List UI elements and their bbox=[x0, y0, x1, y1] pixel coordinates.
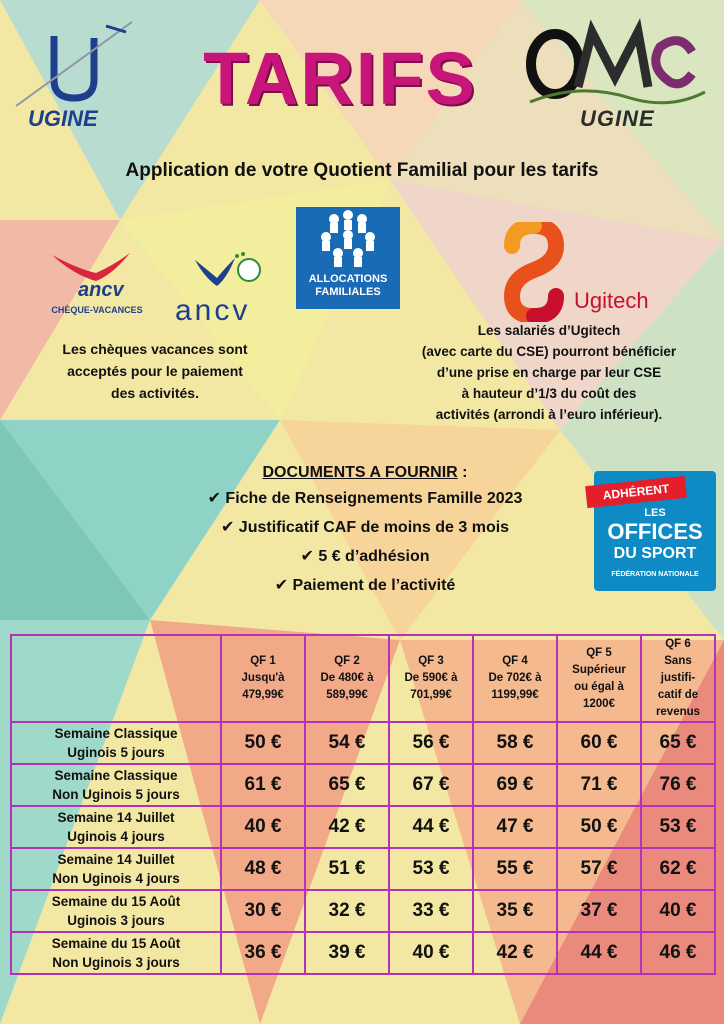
column-header-line: 701,99€ bbox=[410, 689, 452, 701]
column-header-qf4 bbox=[473, 635, 557, 722]
row-label bbox=[11, 806, 221, 848]
price-cell: 42 € bbox=[305, 806, 389, 848]
row-label bbox=[11, 890, 221, 932]
ugitech-info-line: activités (arrondi à l’euro inférieur). bbox=[435, 407, 663, 422]
row-label-line: Uginois 4 jours bbox=[67, 829, 165, 844]
table-row bbox=[11, 764, 715, 806]
column-header-line: catif de bbox=[657, 689, 699, 701]
column-header-line: ou égal à bbox=[574, 680, 624, 693]
column-header-line: 1200€ bbox=[583, 697, 615, 710]
column-header-line: 1199,99€ bbox=[491, 689, 539, 701]
price-cell: 51 € bbox=[305, 848, 389, 890]
column-header-line: Sans bbox=[664, 655, 692, 667]
document-item: ✔ 5 € d’adhésion bbox=[300, 548, 430, 565]
price-cell: 35 € bbox=[473, 890, 557, 932]
row-label bbox=[11, 722, 221, 764]
price-cell: 40 € bbox=[221, 806, 305, 848]
omc-logo bbox=[520, 12, 710, 142]
row-label bbox=[11, 848, 221, 890]
ancv-cheque-vacances-logo bbox=[38, 245, 148, 325]
ugine-logo-text: UGINE bbox=[28, 106, 98, 131]
column-header-qf1 bbox=[221, 635, 305, 722]
price-cell: 42 € bbox=[473, 932, 557, 974]
ancv-sport-brand: ancv bbox=[175, 294, 251, 327]
ugitech-info-text bbox=[380, 320, 718, 425]
price-cell: 40 € bbox=[641, 890, 715, 932]
table-corner-cell bbox=[11, 635, 221, 722]
price-cell: 39 € bbox=[305, 932, 389, 974]
price-cell: 50 € bbox=[557, 806, 641, 848]
price-cell: 37 € bbox=[557, 890, 641, 932]
ugitech-brand: Ugitech bbox=[574, 288, 649, 313]
column-header-qf3 bbox=[389, 635, 473, 722]
column-header-line: De 590€ à bbox=[404, 672, 458, 684]
price-cell: 48 € bbox=[221, 848, 305, 890]
caf-logo bbox=[296, 207, 400, 309]
document-item: ✔ Paiement de l’activité bbox=[274, 577, 456, 594]
ancv-info-line: acceptés pour le paiement bbox=[67, 363, 243, 379]
price-cell: 54 € bbox=[305, 722, 389, 764]
subtitle: Application de votre Quotient Familial pour les tarifs bbox=[125, 160, 599, 181]
ancv-brand: ancv bbox=[78, 279, 124, 301]
row-label bbox=[11, 764, 221, 806]
ancv-info-text bbox=[20, 338, 290, 404]
price-cell: 60 € bbox=[557, 722, 641, 764]
price-cell: 61 € bbox=[221, 764, 305, 806]
price-cell: 44 € bbox=[557, 932, 641, 974]
column-header-line: 589,99€ bbox=[326, 689, 368, 701]
column-header-line: revenus bbox=[655, 706, 701, 718]
column-header-line: Jusqu'à bbox=[241, 672, 285, 684]
price-cell: 40 € bbox=[389, 932, 473, 974]
column-header-line: QF 6 bbox=[665, 638, 691, 650]
table-row bbox=[11, 848, 715, 890]
row-label bbox=[11, 932, 221, 974]
page-title: TARIFS bbox=[203, 37, 477, 120]
row-label-line: Non Uginois 3 jours bbox=[52, 955, 180, 970]
price-cell: 65 € bbox=[641, 722, 715, 764]
price-cell: 47 € bbox=[473, 806, 557, 848]
table-row bbox=[11, 806, 715, 848]
row-label-line: Uginois 3 jours bbox=[67, 913, 165, 928]
column-header-line: Supérieur bbox=[572, 663, 626, 676]
omc-logo-text: UGINE bbox=[580, 106, 655, 131]
price-cell: 36 € bbox=[221, 932, 305, 974]
price-cell: 65 € bbox=[305, 764, 389, 806]
row-label-line: Uginois 5 jours bbox=[67, 745, 165, 760]
ugine-logo bbox=[14, 18, 134, 138]
price-cell: 53 € bbox=[641, 806, 715, 848]
table-row bbox=[11, 890, 715, 932]
tarifs-table bbox=[10, 634, 716, 975]
column-header-line: QF 4 bbox=[502, 655, 528, 667]
row-label-line: Non Uginois 4 jours bbox=[52, 871, 180, 886]
table-header-row bbox=[11, 635, 715, 722]
price-cell: 62 € bbox=[641, 848, 715, 890]
price-cell: 32 € bbox=[305, 890, 389, 932]
caf-line-1: ALLOCATIONS bbox=[308, 273, 388, 285]
documents-heading-text: DOCUMENTS A FOURNIR bbox=[262, 464, 458, 481]
table-row bbox=[11, 722, 715, 764]
price-cell: 56 € bbox=[389, 722, 473, 764]
documents-heading-colon: : bbox=[457, 464, 468, 481]
documents-section bbox=[120, 462, 610, 600]
document-item: ✔ Justificatif CAF de moins de 3 mois bbox=[220, 519, 510, 536]
column-header-line: QF 2 bbox=[334, 655, 360, 667]
column-header-line: QF 5 bbox=[586, 646, 612, 659]
offices-line-2: OFFICES bbox=[607, 519, 703, 544]
price-cell: 30 € bbox=[221, 890, 305, 932]
offices-du-sport-logo bbox=[594, 471, 716, 591]
ugitech-info-line: Les salariés d’Ugitech bbox=[477, 323, 621, 338]
row-label-line: Semaine 14 Juillet bbox=[57, 810, 175, 825]
price-cell: 33 € bbox=[389, 890, 473, 932]
ugitech-logo bbox=[494, 222, 664, 322]
price-cell: 69 € bbox=[473, 764, 557, 806]
offices-line-4: FÉDÉRATION NATIONALE bbox=[611, 571, 699, 578]
offices-line-1: LES bbox=[644, 507, 666, 519]
document-item: ✔ Fiche de Renseignements Famille 2023 bbox=[207, 490, 523, 507]
row-label-line: Semaine 14 Juillet bbox=[57, 852, 175, 867]
price-cell: 58 € bbox=[473, 722, 557, 764]
row-label-line: Non Uginois 5 jours bbox=[52, 787, 180, 802]
price-cell: 44 € bbox=[389, 806, 473, 848]
column-header-qf2 bbox=[305, 635, 389, 722]
price-cell: 53 € bbox=[389, 848, 473, 890]
price-cell: 57 € bbox=[557, 848, 641, 890]
price-cell: 67 € bbox=[389, 764, 473, 806]
offices-line-3: DU SPORT bbox=[613, 545, 697, 562]
caf-line-2: FAMILIALES bbox=[315, 286, 381, 298]
adherent-tag: ADHÉRENT bbox=[585, 476, 687, 508]
row-label-line: Semaine du 15 Août bbox=[51, 936, 181, 951]
column-header-qf5 bbox=[557, 635, 641, 722]
ugitech-info-line: d’une prise en charge par leur CSE bbox=[436, 365, 662, 380]
ugitech-info-line: à hauteur d’1/3 du coût des bbox=[461, 386, 637, 401]
row-label-line: Semaine du 15 Août bbox=[51, 894, 181, 909]
column-header-line: 479,99€ bbox=[242, 689, 284, 701]
column-header-line: QF 1 bbox=[250, 655, 276, 667]
price-cell: 50 € bbox=[221, 722, 305, 764]
ancv-info-line: des activités. bbox=[111, 385, 199, 401]
documents-heading bbox=[120, 462, 610, 484]
price-cell: 76 € bbox=[641, 764, 715, 806]
price-cell: 71 € bbox=[557, 764, 641, 806]
ugitech-info-line: (avec carte du CSE) pourront bénéficier bbox=[421, 344, 677, 359]
column-header-line: QF 3 bbox=[418, 655, 444, 667]
row-label-line: Semaine Classique bbox=[54, 726, 178, 741]
table-row bbox=[11, 932, 715, 974]
ancv-sport-logo bbox=[165, 250, 275, 330]
column-header-line: De 702€ à bbox=[488, 672, 542, 684]
price-cell: 55 € bbox=[473, 848, 557, 890]
column-header-line: justifi- bbox=[660, 672, 696, 684]
column-header-qf6 bbox=[641, 635, 715, 722]
ancv-sub: CHÈQUE-VACANCES bbox=[51, 305, 143, 315]
price-cell: 46 € bbox=[641, 932, 715, 974]
ancv-info-line: Les chèques vacances sont bbox=[62, 341, 248, 357]
row-label-line: Semaine Classique bbox=[54, 768, 178, 783]
column-header-line: De 480€ à bbox=[320, 672, 374, 684]
